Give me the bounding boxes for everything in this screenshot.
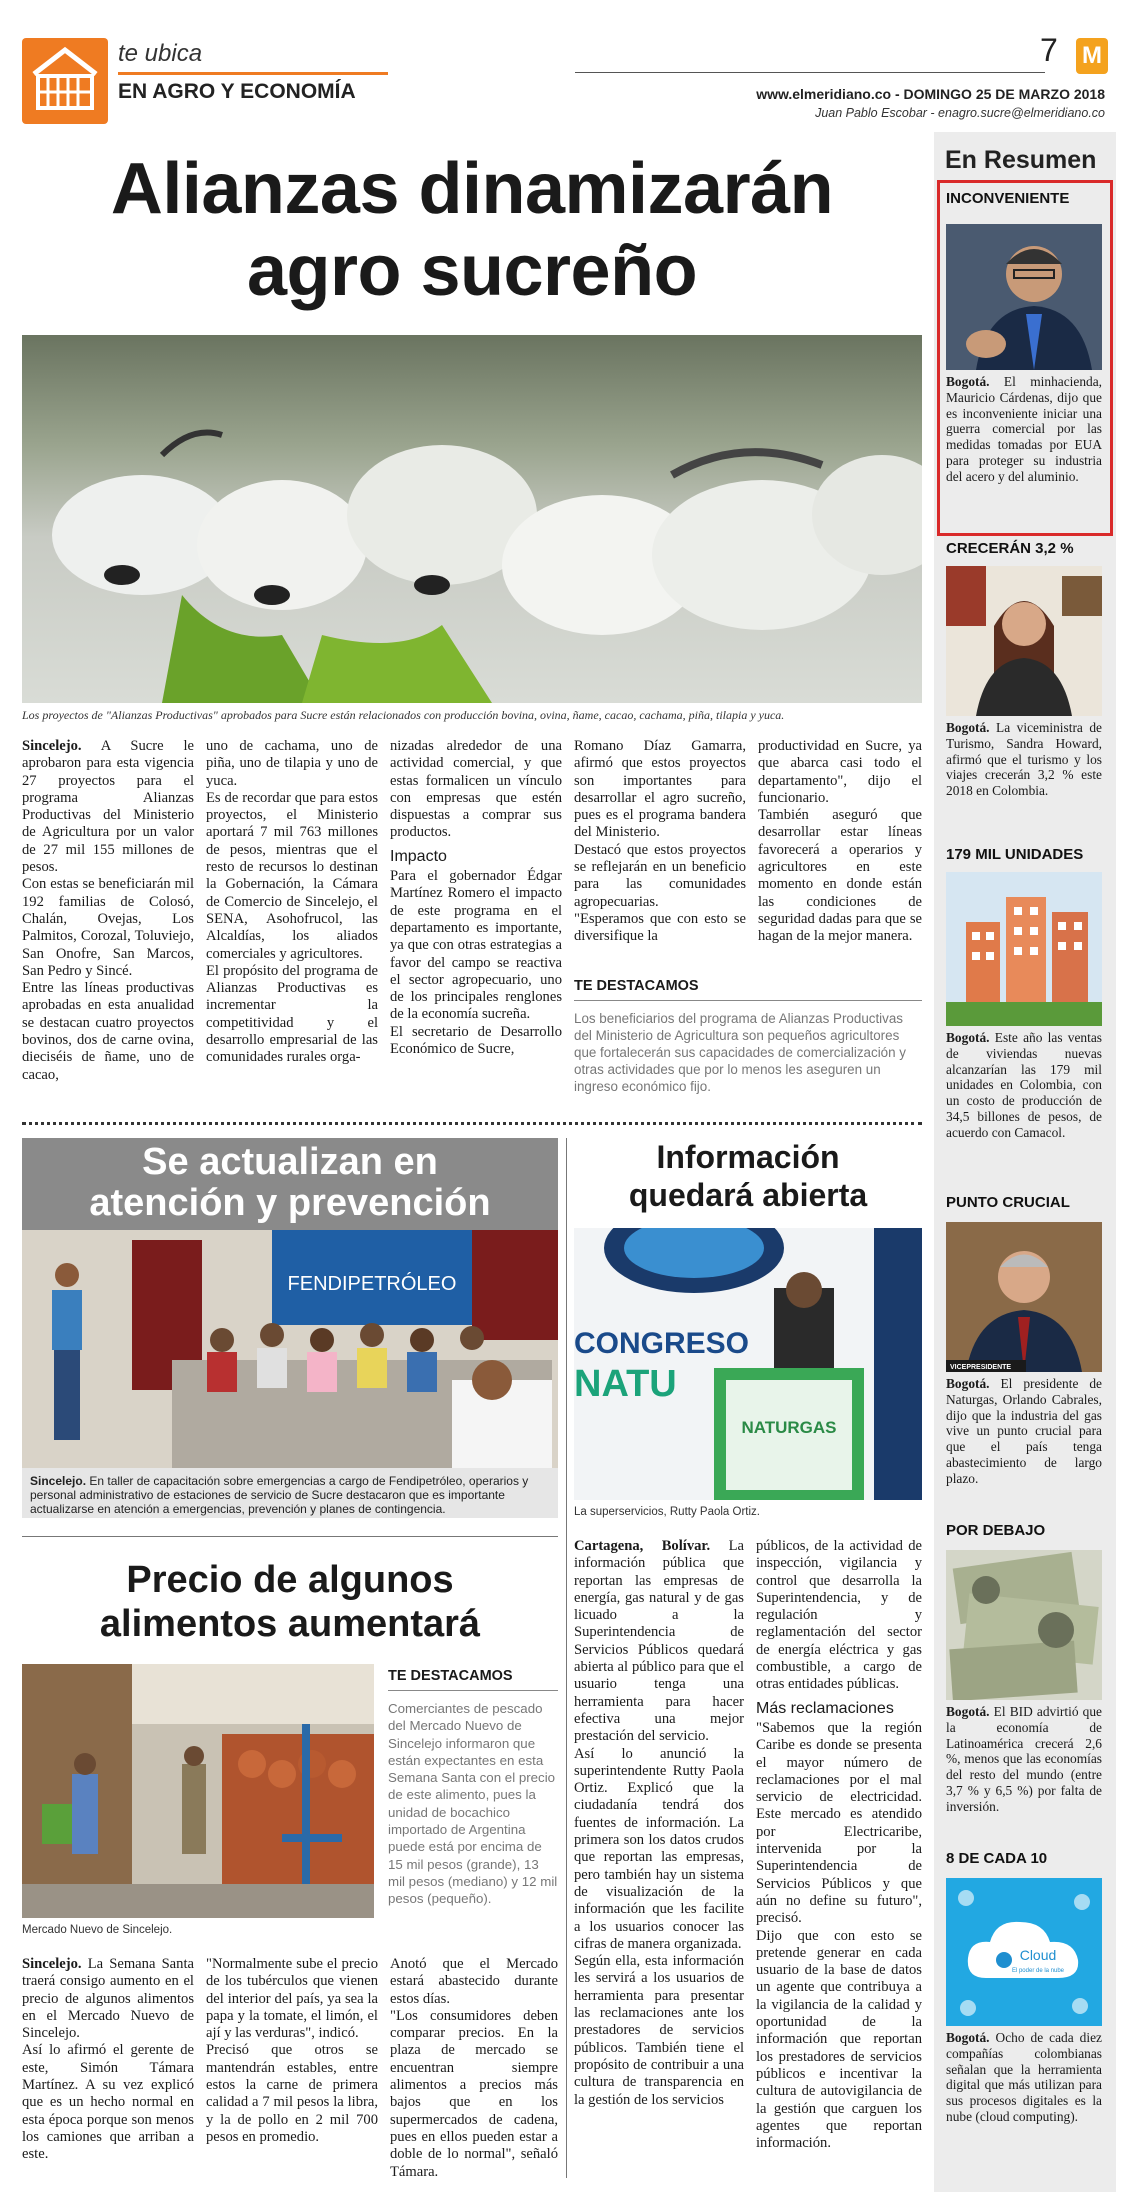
cloud-sub: El poder de la nube — [1011, 1968, 1065, 1974]
paragraph: Según ella, esta información les servirá a los usuarios de herramienta para presentar las reclamaciones ante los prestadores de servicios públicos. También tiene el propósito de contribuir a una cultura de transparencia en la gestión de los servicios — [574, 1953, 744, 2108]
sidebar-item-head: 179 MIL UNIDADES — [946, 846, 1084, 863]
naturgas-president-photo — [946, 1222, 1102, 1372]
author-line: Juan Pablo Escobar - enagro.sucre@elmeridiano.co — [815, 106, 1105, 120]
story-bottom-col-1 — [22, 1956, 194, 2164]
paragraph: También aseguró que desarrollar estar líneas favorecerá a operarios y agricultores en este momento en donde están las condiciones de seguridad dadas para que se hagan de la mejor manera. — [758, 807, 922, 945]
sidebar-body: El BID advirtió que la economía de Latinoamérica crecerá 2,6 %, menos que las economías del resto del mundo (entre 3,7 % y 6,5 %) por falta de inversión. — [946, 1704, 1102, 1814]
workshop-photo — [22, 1230, 558, 1468]
section-label-small: te ubica — [118, 40, 203, 67]
sidebar-body: El minhacienda, Mauricio Cárdenas, dijo que es inconveniente iniciar una guerra comercial por las medidas tomadas por EUA para proteger su industria del acero y del aluminio. — [946, 374, 1102, 484]
column-divider — [566, 1138, 567, 2178]
paragraph: El propósito del programa de Alianzas Productivas es incrementar la competitividad y el desarrollo empresarial de las comunidades rurales orga- — [206, 962, 378, 1066]
sidebar-body: La viceministra de Turismo, Sandra Howard, afirmó que el turismo y los viajes crecerán 3,2 % este 2018 en Colombia. — [946, 720, 1102, 799]
dateline: Sincelejo. — [22, 1956, 82, 1972]
sidebar-body: Ocho de cada diez compañías colombianas señalan que la herramienta digital que más utilizan para sus procesos digitales es la nube (cloud computing). — [946, 2030, 1102, 2124]
vice-minister-photo — [946, 566, 1102, 716]
main-photo-caption: Los proyectos de "Alianzas Productivas" aprobados para Sucre están relacionados con producción bovina, ovina, ñame, cacao, cachama, piña, tilapia y yuca. — [22, 708, 785, 722]
sidebar-item-head: CRECERÁN 3,2 % — [946, 540, 1074, 557]
dateline: Sincelejo. — [22, 738, 82, 754]
sidebar-item-text — [946, 1704, 1102, 1815]
paragraph: Anotó que el Mercado estará abastecido durante estos días. — [390, 1956, 558, 2007]
section-logo — [22, 38, 108, 124]
site-date: www.elmeridiano.co - DOMINGO 25 DE MARZO 2018 — [756, 86, 1105, 102]
story-left-caption — [22, 1468, 558, 1518]
story-bottom-title-line2: alimentos aumentará — [99, 1603, 481, 1645]
paragraph: A Sucre le aprobaron para esta vigencia 27 proyectos para el programa Alianzas Productivas del Ministerio de Agricultura por un valor de 27 mil 155 millones de pesos. — [22, 738, 194, 876]
paragraph: La Semana Santa traerá consigo aumento en el precio de algunos alimentos en el Mercado Nuevo de Sincelejo. — [22, 1956, 194, 2042]
paragraph: nizadas alrededor de una actividad comercial, y que estas formalicen un vínculo con empresas que estén dispuestas a comprar sus productos. — [390, 738, 562, 841]
paragraph: "Esperamos que con esto se diversifique la — [574, 910, 746, 945]
sidebar-item-text — [946, 1376, 1102, 1487]
congress-photo — [574, 1228, 922, 1500]
sidebar-item-text — [946, 720, 1102, 799]
destacamos-title: TE DESTACAMOS — [574, 978, 699, 994]
bottom-destacamos-rule — [388, 1690, 558, 1691]
main-title-line2: agro sucreño — [246, 231, 698, 311]
podium-text: NATURGAS — [741, 1418, 837, 1437]
congress-text: CONGRESO — [574, 1327, 750, 1360]
sidebar-dateline: Bogotá. — [946, 720, 990, 735]
page-number: 7 — [1040, 32, 1058, 68]
story-bottom-title — [22, 1558, 558, 1646]
story-right-title — [574, 1138, 922, 1214]
bottom-story-rule — [22, 1536, 558, 1537]
sidebar-item-text — [946, 2030, 1102, 2125]
main-col-2 — [206, 738, 378, 1067]
sidebar-dateline: Bogotá. — [946, 2030, 990, 2045]
paragraph: productividad en Sucre, ya que abarca casi todo el departamento", dijo el funcionario. — [758, 738, 922, 806]
subhead: Más reclamaciones — [756, 1699, 894, 1717]
sidebar-item-text — [946, 1030, 1102, 1141]
paragraph: La información pública que reportan las empresas de energía, gas natural y de gas licuado a la Superintendencia de Servicios Públicos quedará abierta al público para que el usuario tenga una herramienta para hacer efectiva una mejor prestación del servicio. — [574, 1538, 744, 1745]
story-bottom-title-line1: Precio de algunos — [126, 1559, 454, 1601]
section-underline — [118, 72, 388, 75]
basket-icon — [22, 38, 108, 124]
cattle-photo — [22, 335, 922, 703]
paragraph: "Normalmente sube el precio de los tubérculos que vienen del interior del país, ya sea la papa y la tomate, el limón, el ají y las verduras", indicó. — [206, 1956, 378, 2042]
sidebar-dateline: Bogotá. — [946, 1704, 990, 1719]
market-photo-caption: Mercado Nuevo de Sincelejo. — [22, 1924, 173, 1936]
story-left-title-line1: Se actualizan en — [142, 1141, 438, 1183]
main-col-5 — [758, 738, 922, 946]
paragraph: Para el gobernador Édgar Martínez Romero el impacto de este programa en el departamento es importante, ya que con otras estrategias a favor del campo se reactiva el sector agropecuario, uno de los principales renglones de la economía sucreña. — [390, 868, 562, 1023]
cloud-label: Cloud — [1019, 1947, 1057, 1963]
paragraph: Es de recordar que para estos proyectos, el Ministerio aportará 7 mil 763 millones de pesos, mientras que el resto de recursos lo destinan la Gobernación, la Cámara de Comercio de Sincelejo, el SENA, Asohofrucol, las Alcaldías, los aliados comerciales y agricultores. — [206, 789, 378, 962]
sidebar-item-head: 8 DE CADA 10 — [946, 1850, 1048, 1867]
main-title-line1: Alianzas dinamizarán — [110, 149, 834, 229]
natu-text: NATU — [574, 1363, 677, 1405]
story-right-title-line1: Información — [656, 1139, 840, 1175]
header-rule — [575, 72, 1045, 73]
paragraph: Destacó que estos proyectos se reflejarán en un beneficio para las comunidades agropecuarias. — [574, 841, 746, 910]
story-right-caption: La superservicios, Rutty Paola Ortiz. — [574, 1506, 760, 1518]
caption-dateline: Sincelejo. — [30, 1474, 87, 1488]
minister-photo — [946, 224, 1102, 370]
buildings-photo — [946, 872, 1102, 1026]
main-col-4 — [574, 738, 746, 946]
story-bottom-col-3 — [390, 1956, 558, 2181]
destacamos-text: Los beneficiarios del programa de Alianzas Productivas del Ministerio de Agricultura son pequeños agricultores que fortalecerán sus capacidades de comercialización y otras actividades que por lo menos les aseguren un ingreso económico fijo. — [574, 1011, 906, 1094]
paragraph: "Sabemos que la región Caribe es donde se presenta el mayor número de reclamaciones por el mal servicio de electricidad. Este mercado es atendido por Electricaribe, intervenida por la Superintendencia de Servicios Públicos y que aún no define su futuro", precisó. — [756, 1719, 922, 1927]
section-label-big: EN AGRO Y ECONOMÍA — [118, 80, 356, 103]
money-photo — [946, 1550, 1102, 1700]
sidebar-dateline: Bogotá. — [946, 374, 990, 389]
main-col-3 — [390, 738, 562, 1058]
sidebar-item-head: PUNTO CRUCIAL — [946, 1194, 1070, 1211]
story-bottom-col-2 — [206, 1956, 378, 2146]
story-left-title-line2: atención y prevención — [89, 1182, 491, 1224]
paragraph: Entre las líneas productivas aprobadas en esta anualidad se destacan cuatro proyectos bovinos, dos de carne ovina, dieciséis de ñame, uno de cacao, — [22, 980, 194, 1083]
destacamos-rule — [574, 1000, 922, 1001]
main-col-1 — [22, 738, 194, 1084]
paragraph: Romano Díaz Gamarra, afirmó que estos proyectos son importantes para desarrollar el agro sucreño, pues es el programa bandera del Ministerio. — [574, 738, 746, 841]
paragraph: Así lo anunció la superintendente Rutty Paola Ortiz. Explicó que la ciudadanía tendrá dos fuentes de información. La primera son los datos crudos que reportan las empresas, pero también hay un sistema de visualización de la información que les facilite a los usuarios conocer las cifras de manera organizada. — [574, 1745, 744, 1952]
sidebar-item-text — [946, 374, 1102, 485]
caption-text: En taller de capacitación sobre emergencias a cargo de Fendipetróleo, operarios y personal administrativo de estaciones de servicio de Sucre destacaron que es importante actualizarse en atención a emergencias, prevención y planes de contingencia. — [30, 1474, 529, 1516]
sidebar-dateline: Bogotá. — [946, 1376, 990, 1391]
story-right-col-2 — [756, 1538, 922, 2152]
paragraph: uno de cachama, uno de piña, uno de tilapia y uno de yuca. — [206, 738, 378, 789]
sidebar-body: El presidente de Naturgas, Orlando Cabrales, dijo que la industria del gas vive un punto crucial para que el país tenga abastecimiento de largo plazo. — [946, 1376, 1102, 1486]
bottom-destacamos-title: TE DESTACAMOS — [388, 1668, 513, 1684]
bottom-destacamos-text: Comerciantes de pescado del Mercado Nuevo de Sincelejo informaron que están expectantes en esta Semana Santa con el precio de este alimento, pues la unidad de bocachico importado de Argentina puede está por encima de 15 mil pesos (grande), 13 mil pesos (mediano) y 12 mil pesos (pequeño). — [388, 1701, 558, 1907]
story-right-title-line2: quedará abierta — [628, 1177, 868, 1213]
subhead: Impacto — [390, 847, 447, 865]
paragraph: Precisó que otros se mantendrán estables, entre estos la carne de primera calidad a 7 mil pesos la libra, y la de pollo en 2 mil 700 pesos en promedio. — [206, 2042, 378, 2145]
sidebar-title: En Resumen — [945, 146, 1097, 174]
paragraph: Así lo afirmó el gerente de este, Simón Támara Martínez. A su vez explicó que es un hecho normal en esta época porque son menos los camiones que arriban a este. — [22, 2042, 194, 2163]
main-title — [22, 148, 922, 312]
market-photo — [22, 1664, 374, 1918]
paragraph: Dijo que con esto se pretende generar en cada usuario de la base de datos un agente que contribuya a la vigilancia de la calidad y oportunidad de la información que reportan los prestadores de servicios públicos e incentivar la cultura de autovigilancia de la gestión que carguen los agentes que reportan información. — [756, 1927, 922, 2152]
sidebar-item-head: POR DEBAJO — [946, 1522, 1046, 1539]
sidebar-dateline: Bogotá. — [946, 1030, 990, 1045]
paragraph: Con estas se beneficiarán mil 192 familias de Colosó, Chalán, Ovejas, Los Palmitos, Corozal, Toluviejo, San Onofre, San Marcos, San Pedro y Sincé. — [22, 876, 194, 979]
banner-text: FENDIPETRÓLEO — [287, 1273, 457, 1295]
brand-logo: M — [1076, 38, 1108, 74]
photo-badge: VICEPRESIDENTE — [950, 1364, 1012, 1371]
sidebar-item-head: INCONVENIENTE — [946, 190, 1070, 207]
cloud-photo — [946, 1878, 1102, 2026]
dateline: Cartagena, Bolívar. — [574, 1538, 711, 1554]
paragraph: públicos, de la actividad de inspección, vigilancia y control que desarrolla la Superintendencia, y de regulación y reglamentación del sector de energía eléctrica y gas combustible, a cargo de otras entidades públicas. — [756, 1538, 922, 1693]
sidebar-body: Este año las ventas de viviendas nuevas alcanzarían las 179 mil unidades en Colombia, con un costo de producción de 34,5 billones de pesos, de acuerdo con Camacol. — [946, 1030, 1102, 1140]
paragraph: El secretario de Desarrollo Económico de Sucre, — [390, 1023, 562, 1058]
story-left-title — [22, 1138, 558, 1230]
story-right-col-1 — [574, 1538, 744, 2109]
separator — [22, 1122, 922, 1125]
paragraph: "Los consumidores deben comparar precios. En la plaza de mercado se encuentran siempre alimentos a precios más bajos que en los supermercados de cadena, pues en ellos pueden estar a doble de lo normal", señaló Támara. — [390, 2007, 558, 2180]
